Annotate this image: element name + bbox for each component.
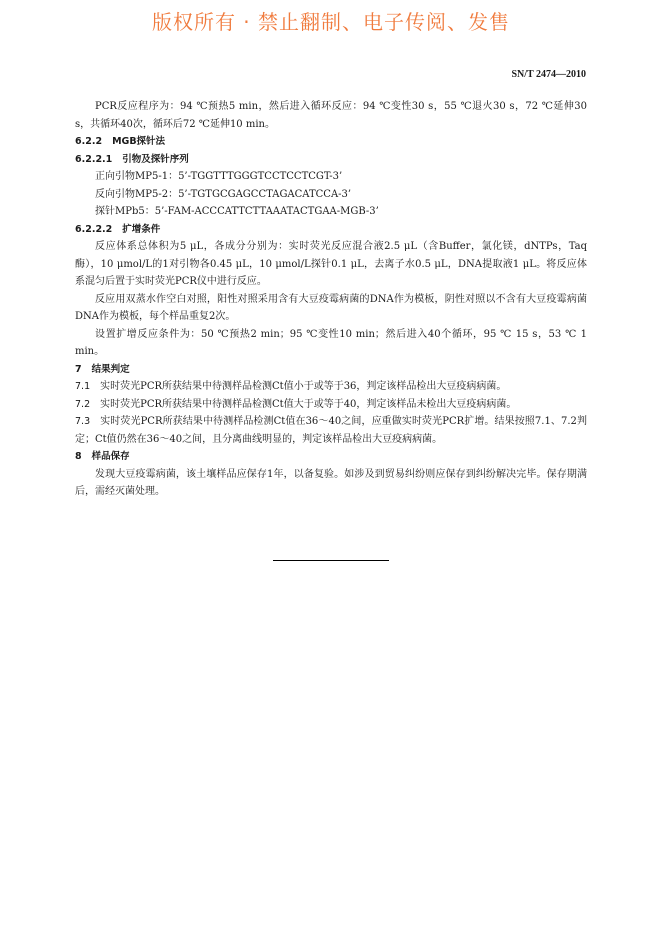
- end-rule: [273, 560, 389, 561]
- document-body: [75, 98, 587, 501]
- section-number: 6.2.2.2: [75, 223, 113, 235]
- section-title: 扩增条件: [122, 223, 161, 235]
- section-number: 8: [75, 451, 82, 462]
- section-title: MGB探针法: [112, 136, 166, 147]
- heading-6-2-2-2: [75, 221, 587, 239]
- section-title: 引物及探针序列: [122, 153, 189, 165]
- standard-code: SN/T 2474—2010: [511, 69, 586, 80]
- heading-6-2-2-1: [75, 151, 587, 169]
- controls-paragraph: 反应用双蒸水作空白对照，阳性对照采用含有大豆疫霉病菌的DNA作为模板，阴性对照以不含有大豆疫霉病菌DNA作为模板，每个样品重复2次。: [75, 293, 587, 322]
- section-number: 7: [75, 363, 82, 375]
- clause-7-2: [75, 396, 587, 414]
- section-title: 样品保存: [91, 451, 130, 462]
- section-number: 6.2.2.1: [75, 153, 113, 165]
- probe-sequence: 探针MPb5：5’-FAM-ACCCATTCTTAAATACTGAA-MGB-3’: [95, 206, 379, 217]
- clause-7-3: [75, 413, 587, 448]
- reverse-primer: 反向引物MP5-2：5’-TGTGCGAGCCTAGACATCCA-3’: [95, 188, 352, 200]
- reaction-system-paragraph: 反应体系总体积为5 μL，各成分分别为：实时荧光反应混合液2.5 μL（含Buffer，氯化镁，dNTPs，Taq酶），10 μmol/L的1对引物各0.45 μL，10 μmol/L探针0.1 μL，去离子水0.5 μL，DNA提取液1 μL。将反应体系混匀后置于实时荧光PCR仪中进行反应。: [75, 241, 587, 287]
- section-number: 6.2.2: [75, 136, 103, 147]
- amplification-settings-paragraph: 设置扩增反应条件为：50 ℃预热2 min；95 ℃变性10 min；然后进入40个循环，95 ℃ 15 s，53 ℃ 1 min。: [75, 328, 587, 357]
- clause-number: 7.2: [75, 398, 91, 410]
- watermark-banner: 版权所有 · 禁止翻制、电子传阅、发售: [151, 10, 511, 34]
- section-title: 结果判定: [91, 363, 130, 375]
- forward-primer: 正向引物MP5-1：5’-TGGTTTGGGTCCTCCTCGT-3’: [95, 171, 343, 182]
- clause-text: 实时荧光PCR所获结果中待测样品检测Ct值小于或等于36，判定该样品检出大豆疫病病菌。: [100, 381, 507, 392]
- clause-text: 实时荧光PCR所获结果中待测样品检测Ct值大于或等于40，判定该样品未检出大豆疫病病菌。: [100, 398, 517, 410]
- clause-number: 7.1: [75, 381, 91, 392]
- heading-7: [75, 361, 587, 379]
- clause-text: 实时荧光PCR所获结果中待测样品检测Ct值在36～40之间，应重做实时荧光PCR扩增。结果按照7.1、7.2判定；Ct值仍然在36～40之间，且分离曲线明显的，判定该样品检出大豆疫病病菌。: [75, 416, 587, 445]
- heading-6-2-2: [75, 133, 587, 151]
- storage-paragraph: 发现大豆疫霉病菌，该土壤样品应保存1年，以备复验。如涉及到贸易纠纷则应保存到纠纷解决完毕。保存期满后，需经灭菌处理。: [75, 468, 587, 497]
- heading-8: [75, 448, 587, 466]
- clause-7-1: [75, 378, 587, 396]
- clause-number: 7.3: [75, 416, 91, 427]
- pcr-program-paragraph: PCR反应程序为：94 ℃预热5 min，然后进入循环反应：94 ℃变性30 s，55 ℃退火30 s，72 ℃延伸30 s，共循环40次，循环后72 ℃延伸10 min。: [75, 101, 587, 130]
